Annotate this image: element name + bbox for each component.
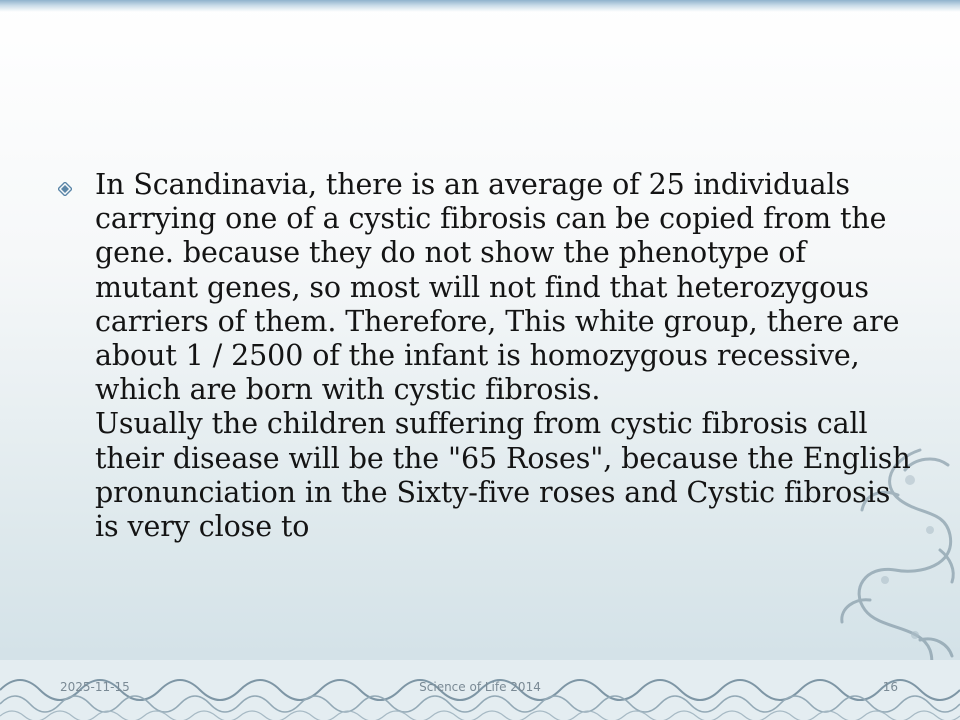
slide-number: 16: [882, 680, 898, 694]
top-banner: [0, 0, 960, 12]
footer-title: Science of Life 2014: [419, 680, 541, 694]
footer-date: 2025-11-15: [60, 680, 130, 694]
slide-body-text: In Scandinavia, there is an average of 25 individuals carrying one of a cystic fibrosis can be copied from the gene. because they do not show the phenotype of mutant genes, so most will not find that heterozygous carriers of them. Therefore, This white group, there are about 1 / 2500 of the infant is homozygous recessive, which are born with cystic fibrosis. Usually the children suffering from cystic fibrosis call their disease will be the "65 Roses", because the English pronunciation in the Sixty-five roses and Cystic fibrosis is very close to: [95, 168, 911, 544]
diamond-bullet-icon: [58, 182, 72, 196]
